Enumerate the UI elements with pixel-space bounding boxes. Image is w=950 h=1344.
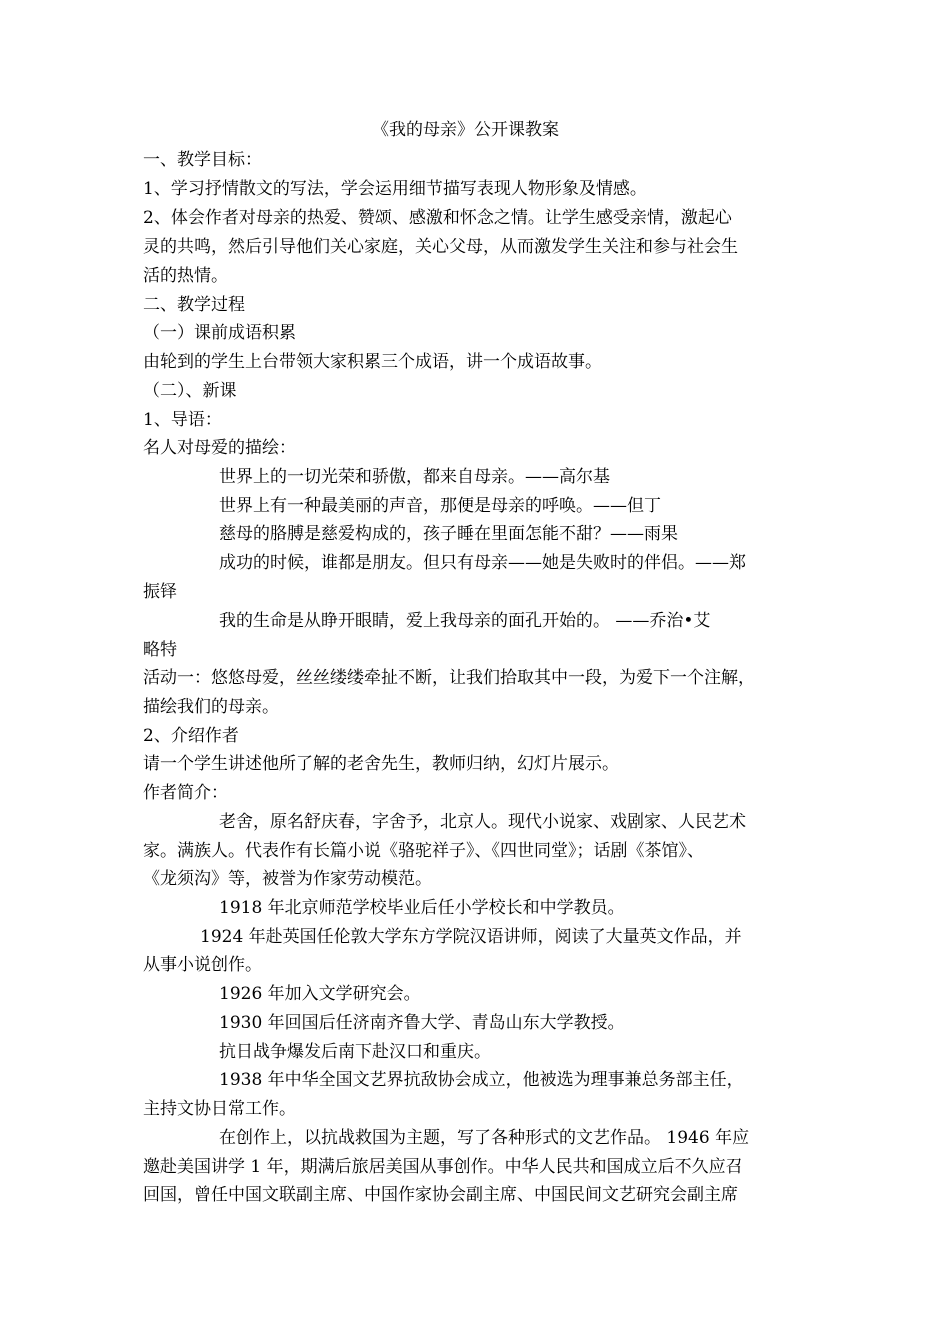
text-line: 灵的共鸣，然后引导他们关心家庭，关心父母，从而激发学生关注和参与社会生 <box>143 237 738 257</box>
text-line: 由轮到的学生上台带领大家积累三个成语，讲一个成语故事。 <box>143 352 602 372</box>
quote-line: 成功的时候，谁都是朋友。但只有母亲——她是失败时的伴侣。——郑 <box>219 553 746 573</box>
text-line: 活的热情。 <box>143 266 228 286</box>
quote-line: 我的生命是从睁开眼睛，爱上我母亲的面孔开始的。 ——乔治•艾 <box>219 611 711 631</box>
text-line: 振铎 <box>143 582 177 602</box>
text-line: 老舍，原名舒庆春，字舍予，北京人。现代小说家、戏剧家、人民艺术 <box>219 812 746 832</box>
text-line: 2、介绍作者 <box>143 726 239 746</box>
text-line: 描绘我们的母亲。 <box>143 697 279 717</box>
quote-line: 慈母的胳膊是慈爱构成的，孩子睡在里面怎能不甜？——雨果 <box>219 524 678 544</box>
text-line: （二）、新课 <box>143 381 237 401</box>
text-line: 在创作上，以抗战救国为主题，写了各种形式的文艺作品。 1946 年应 <box>219 1128 750 1148</box>
quote-line: 世界上有一种最美丽的声音，那便是母亲的呼唤。——但丁 <box>219 496 661 516</box>
text-line: 抗日战争爆发后南下赴汉口和重庆。 <box>219 1042 491 1062</box>
text-line: 1930 年回国后任济南齐鲁大学、青岛山东大学教授。 <box>219 1013 625 1033</box>
text-line: 二、教学过程 <box>143 295 245 315</box>
text-line: 1918 年北京师范学校毕业后任小学校长和中学教员。 <box>219 898 625 918</box>
text-line: 1926 年加入文学研究会。 <box>219 984 421 1004</box>
text-line: 1938 年中华全国文艺界抗敌协会成立，他被选为理事兼总务部主任， <box>219 1070 744 1090</box>
text-line: 《龙须沟》等，被誉为作家劳动模范。 <box>143 869 432 889</box>
text-line: 活动一：悠悠母爱，丝丝缕缕牵扯不断，让我们拾取其中一段，为爱下一个注解， <box>143 668 755 688</box>
text-line: 1、导语： <box>143 410 222 430</box>
text-line: 邀赴美国讲学 1 年，期满后旅居美国从事创作。中华人民共和国成立后不久应召 <box>143 1157 743 1177</box>
text-line: 作者简介： <box>143 783 228 803</box>
text-line: 回国，曾任中国文联副主席、中国作家协会副主席、中国民间文艺研究会副主席 <box>143 1185 738 1205</box>
text-line: 略特 <box>143 640 177 660</box>
text-line: 从事小说创作。 <box>143 955 262 975</box>
text-line: 1924 年赴英国任伦敦大学东方学院汉语讲师，阅读了大量英文作品，并 <box>200 927 742 947</box>
text-line: 家。满族人。代表作有长篇小说《骆驼祥子》、《四世同堂》；话剧《茶馆》、 <box>143 841 704 861</box>
text-line: 2、体会作者对母亲的热爱、赞颂、感激和怀念之情。让学生感受亲情，激起心 <box>143 208 732 228</box>
text-line: （一）课前成语积累 <box>143 323 296 343</box>
text-line: 1、学习抒情散文的写法，学会运用细节描写表现人物形象及情感。 <box>143 179 647 199</box>
text-line: 名人对母爱的描绘： <box>143 438 296 458</box>
quote-line: 世界上的一切光荣和骄傲，都来自母亲。——高尔基 <box>219 467 610 487</box>
text-line: 一、教学目标： <box>143 150 262 170</box>
text-line: 请一个学生讲述他所了解的老舍先生，教师归纳，幻灯片展示。 <box>143 754 619 774</box>
document-title: 《我的母亲》公开课教案 <box>372 120 559 140</box>
text-line: 主持文协日常工作。 <box>143 1099 296 1119</box>
